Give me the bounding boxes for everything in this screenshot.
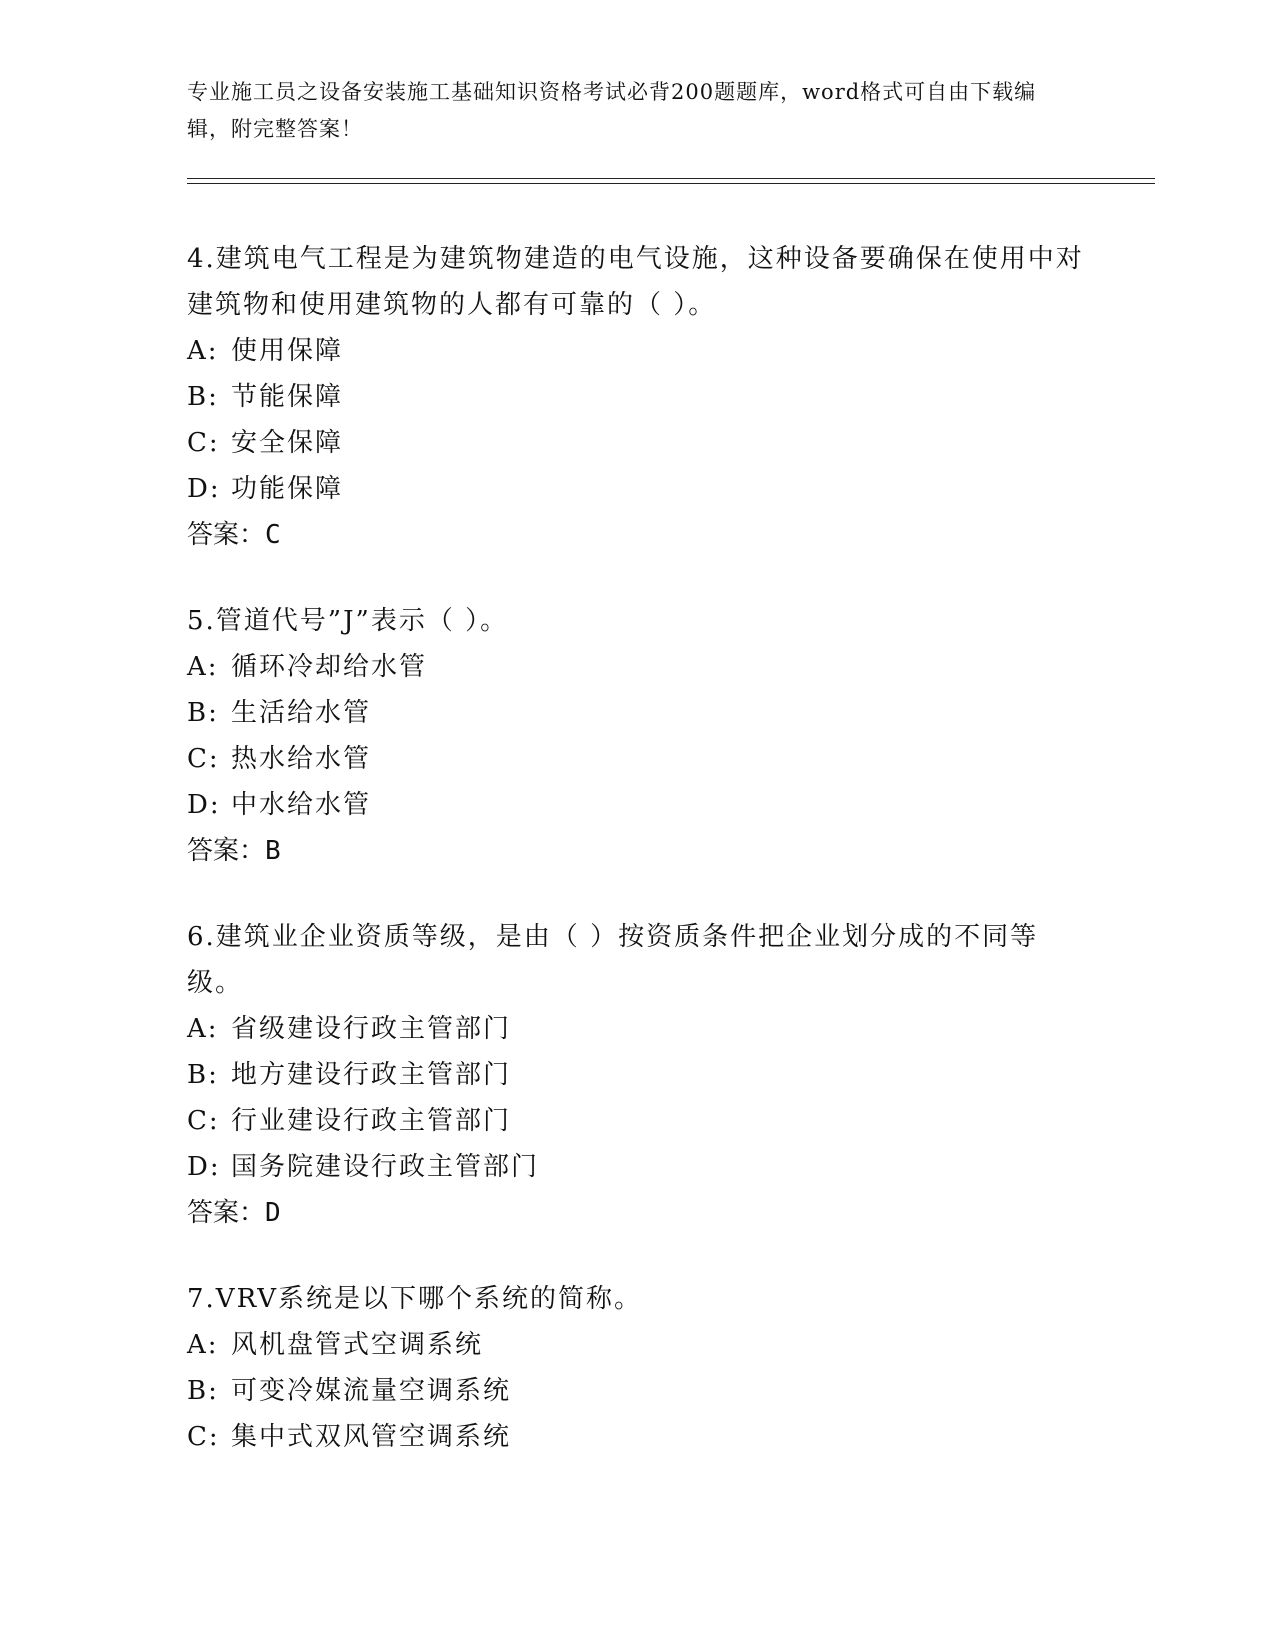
question-stem: 6.建筑业企业资质等级，是由（ ）按资质条件把企业划分成的不同等级。 bbox=[187, 922, 1039, 998]
option-text: 省级建设行政主管部门 bbox=[231, 1014, 512, 1044]
option-d bbox=[187, 782, 1087, 828]
option-c bbox=[187, 736, 1087, 782]
option-a bbox=[187, 328, 1087, 374]
question-stem: 7.VRV系统是以下哪个系统的简称。 bbox=[187, 1284, 643, 1314]
option-letter: A: bbox=[187, 1014, 219, 1044]
option-text: 地方建设行政主管部门 bbox=[231, 1060, 512, 1090]
document-header: 专业施工员之设备安装施工基础知识资格考试必背200题题库，word格式可自由下载编辑，附完整答案！ bbox=[187, 80, 1037, 141]
option-c bbox=[187, 420, 1087, 466]
option-a bbox=[187, 1322, 1087, 1368]
option-text: 行业建设行政主管部门 bbox=[231, 1106, 512, 1136]
option-letter: A: bbox=[187, 1330, 219, 1360]
option-c bbox=[187, 1414, 1087, 1460]
option-letter: D: bbox=[187, 1152, 221, 1182]
option-letter: B: bbox=[187, 698, 219, 728]
option-letter: B: bbox=[187, 382, 219, 412]
option-text: 风机盘管式空调系统 bbox=[231, 1330, 484, 1360]
option-b bbox=[187, 690, 1087, 736]
question-5 bbox=[187, 598, 1087, 874]
question-stem: 4.建筑电气工程是为建筑物建造的电气设施，这种设备要确保在使用中对建筑物和使用建筑物的人都有可靠的（ ）。 bbox=[187, 244, 1084, 320]
header-divider-bottom bbox=[187, 183, 1155, 184]
question-4 bbox=[187, 236, 1087, 558]
option-letter: D: bbox=[187, 474, 221, 504]
option-a bbox=[187, 1006, 1087, 1052]
answer-line: 答案：C bbox=[187, 520, 281, 550]
option-b bbox=[187, 1368, 1087, 1414]
question-list bbox=[187, 236, 1087, 1500]
option-d bbox=[187, 466, 1087, 512]
option-text: 集中式双风管空调系统 bbox=[231, 1422, 512, 1452]
option-letter: C: bbox=[187, 1422, 220, 1452]
option-letter: B: bbox=[187, 1376, 219, 1406]
option-letter: C: bbox=[187, 744, 220, 774]
option-b bbox=[187, 1052, 1087, 1098]
option-letter: C: bbox=[187, 428, 220, 458]
question-stem: 5.管道代号”J”表示（ ）。 bbox=[187, 606, 509, 636]
option-c bbox=[187, 1098, 1087, 1144]
option-letter: C: bbox=[187, 1106, 220, 1136]
question-6 bbox=[187, 914, 1087, 1236]
answer-line: 答案：D bbox=[187, 1198, 281, 1228]
option-letter: D: bbox=[187, 790, 221, 820]
option-text: 热水给水管 bbox=[231, 744, 372, 774]
option-letter: A: bbox=[187, 336, 219, 366]
option-text: 功能保障 bbox=[231, 474, 344, 504]
answer-line: 答案：B bbox=[187, 836, 281, 866]
option-b bbox=[187, 374, 1087, 420]
option-text: 国务院建设行政主管部门 bbox=[231, 1152, 540, 1182]
option-text: 使用保障 bbox=[231, 336, 344, 366]
option-text: 循环冷却给水管 bbox=[231, 652, 428, 682]
option-text: 节能保障 bbox=[231, 382, 344, 412]
header-divider-top bbox=[187, 178, 1155, 179]
option-text: 中水给水管 bbox=[231, 790, 372, 820]
option-text: 安全保障 bbox=[231, 428, 344, 458]
question-7 bbox=[187, 1276, 1087, 1460]
option-a bbox=[187, 644, 1087, 690]
option-d bbox=[187, 1144, 1087, 1190]
option-letter: A: bbox=[187, 652, 219, 682]
option-text: 可变冷媒流量空调系统 bbox=[231, 1376, 512, 1406]
option-letter: B: bbox=[187, 1060, 219, 1090]
option-text: 生活给水管 bbox=[231, 698, 372, 728]
